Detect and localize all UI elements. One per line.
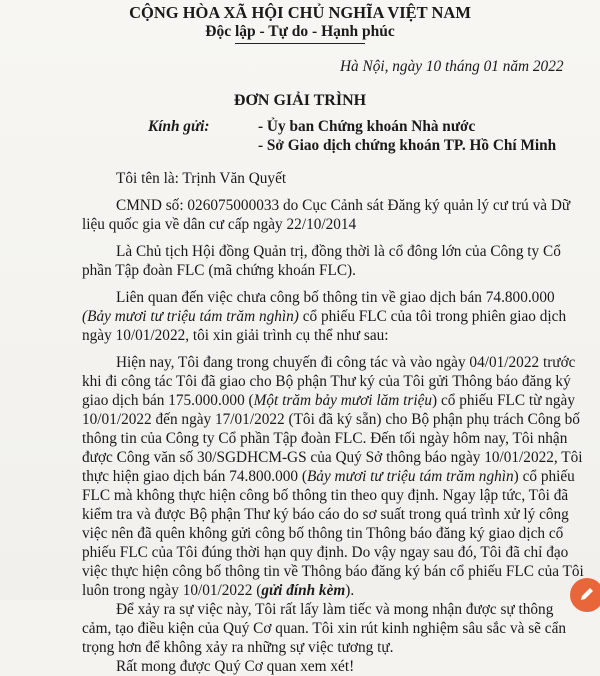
- paragraph-line: kiểm tra và được Bộ phận Thư ký báo cáo do sơ suất trong quá trình xử lý công: [82, 506, 569, 523]
- document-date: Hà Nội, ngày 10 tháng 01 năm 2022: [340, 58, 564, 75]
- paragraph-text: ).: [345, 582, 355, 599]
- id-line: liệu quốc gia về dân cư cấp ngày 22/10/2014: [82, 216, 357, 233]
- paragraph-line: việc nên đã quên không gửi công bố thông tin Thông báo đăng ký giao dịch cổ: [82, 525, 564, 542]
- recipient-item: - Sở Giao dịch chứng khoán TP. Hồ Chí Minh: [258, 137, 557, 154]
- role-line: phần Tập đoàn FLC (mã chứng khoán FLC).: [82, 262, 356, 279]
- paragraph-line: Liên quan đến việc chưa công bố thông tin về giao dịch bán 74.800.000: [116, 289, 555, 306]
- paragraph-line: thông tin của Công ty Cổ phần Tập đoàn FLC. Đến tối ngày hôm nay, Tôi nhận: [82, 430, 568, 447]
- motto-underline: [235, 43, 365, 44]
- paragraph-line: [82, 582, 354, 600]
- italic-amount: Bảy mươi tư triệu tám trăm nghìn: [306, 468, 514, 485]
- paragraph-text: ) cổ phiếu FLC từ ngày: [432, 392, 575, 409]
- paragraph-line: [82, 392, 575, 410]
- recipient-item: - Ủy ban Chứng khoán Nhà nước: [258, 118, 476, 135]
- role-line: Là Chủ tịch Hội đồng Quản trị, đồng thời là cổ đông lớn của Công ty Cổ: [116, 243, 561, 260]
- paragraph-line: khi đi công tác Tôi đã giao cho Bộ phận Thư ký của Tôi gửi Thông báo đăng ký: [82, 373, 571, 390]
- paragraph-text: giao dịch bán 175.000.000 (: [82, 392, 254, 409]
- paragraph-line: 10/01/2022 đến ngày 17/01/2022 (Tôi đã ký sẵn) cho Bộ phận phụ trách Công bố: [82, 411, 580, 428]
- paragraph-text: luôn trong ngày 10/01/2022 (: [82, 582, 262, 599]
- paragraph-line: việc thực hiện công bố thông tin về Thông báo đăng ký bán cổ phiếu FLC của Tôi: [82, 563, 584, 580]
- motto: Độc lập - Tự do - Hạnh phúc: [205, 23, 395, 40]
- paragraph-line: Để xảy ra sự việc này, Tôi rất lấy làm tiếc và mong nhận được sự thông: [116, 601, 554, 618]
- paragraph-line: cảm, tạo điều kiện của Quý Cơ quan. Tôi xin rút kinh nghiệm sâu sắc và sẽ cẩn: [82, 620, 567, 637]
- paragraph-line: FLC mà không thực hiện công bố thông tin theo quy định. Ngay lập tức, Tôi đã: [82, 487, 569, 504]
- sender-name: Tôi tên là: Trịnh Văn Quyết: [116, 170, 287, 187]
- italic-attachment: gửi đính kèm: [261, 582, 346, 599]
- paragraph-line: Hiện nay, Tôi đang trong chuyến đi công tác và vào ngày 04/01/2022 trước: [116, 354, 576, 371]
- closing-line: Rất mong được Quý Cơ quan xem xét!: [116, 658, 355, 675]
- paragraph-line: được Công văn số 30/SGDHCM-GS của Quý Sở thông báo ngày 10/01/2022, Tôi: [82, 449, 583, 466]
- id-line: CMND số: 026075000033 do Cục Cảnh sát Đăng ký quản lý cư trú và Dữ: [116, 197, 571, 214]
- paragraph-text: thực hiện giao dịch bán 74.800.000 (: [82, 468, 307, 485]
- paragraph-line: ngày 10/01/2022, tôi xin giải trình cụ thể như sau:: [82, 327, 389, 344]
- document-title: ĐƠN GIẢI TRÌNH: [233, 92, 367, 109]
- nation-header: CỘNG HÒA XÃ HỘI CHỦ NGHĨA VIỆT NAM: [129, 3, 471, 22]
- paragraph-line: [82, 468, 575, 486]
- pencil-icon: [578, 586, 596, 604]
- italic-amount: (Bảy mươi tư triệu tám trăm nghìn): [82, 308, 299, 325]
- recipients-label: Kính gửi:: [148, 118, 210, 135]
- edit-badge[interactable]: [570, 578, 600, 612]
- italic-amount: Một trăm bảy mươi lăm triệu: [253, 392, 433, 409]
- paragraph-line: [82, 308, 566, 326]
- paragraph-text: ) cổ phiếu: [513, 468, 575, 485]
- paragraph-line: phiếu FLC của Tôi đúng thời hạn quy định. Do vậy ngay sau đó, Tôi đã chỉ đạo: [82, 544, 569, 561]
- paragraph-text: cổ phiếu FLC của tôi trong phiên giao dịch: [298, 308, 567, 325]
- paragraph-line: trọng hơn để không xảy ra những sự việc tương tự.: [82, 639, 394, 656]
